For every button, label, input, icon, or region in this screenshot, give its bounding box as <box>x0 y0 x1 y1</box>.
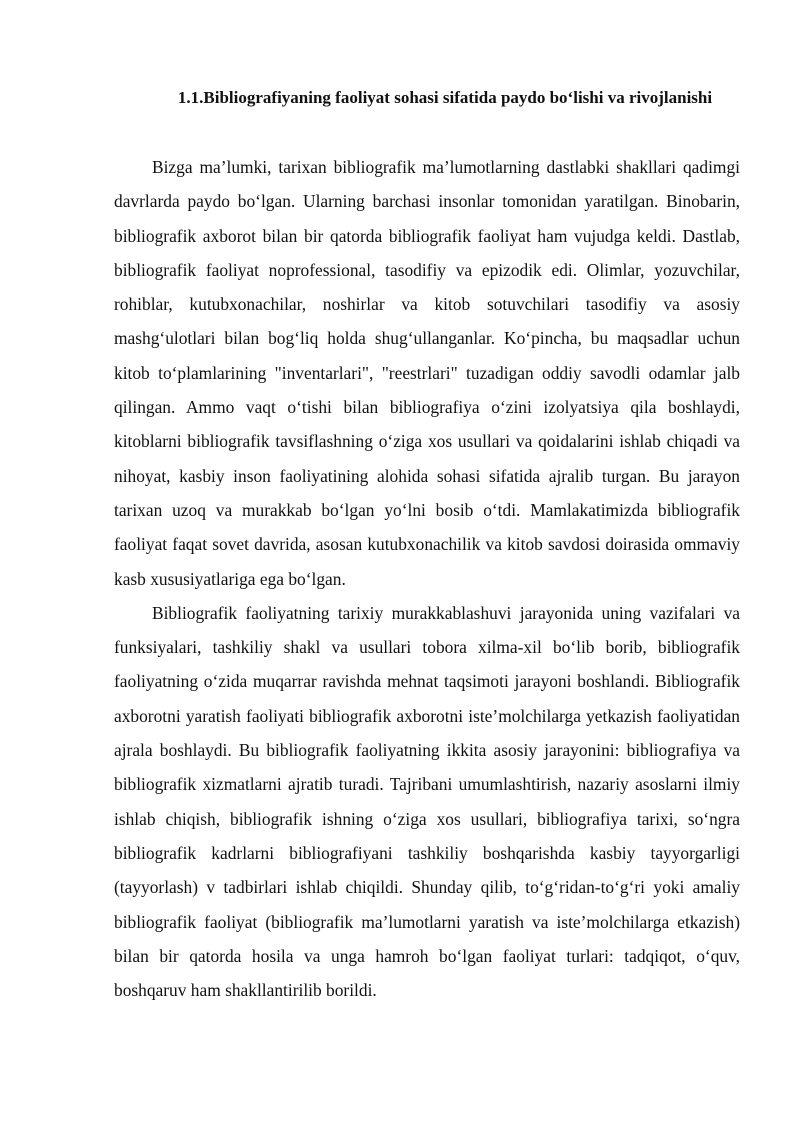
paragraph-1: Bizga ma’lumki, tarixan bibliografik ma’lumotlarning dastlabki shakllari qadimgi davrlarda paydo bo‘lgan. Ularning barchasi insonlar tomonidan yaratilgan. Binobarin, bibliografik axborot bilan bir qatorda bibliografik faoliyat ham vujudga keldi. Dastlab, bibliografik faoliyat noprofessional, tasodifiy va epizodik edi. Olimlar, yozuvchilar, rohiblar, kutubxonachilar, noshirlar va kitob sotuvchilari tasodifiy va asosiy mashg‘ulotlari bilan bog‘liq holda shug‘ullanganlar. Ko‘pincha, bu maqsadlar uchun kitob to‘plamlarining "inventarlari", "reestrlari" tuzadigan oddiy savodli odamlar jalb qilingan. Ammo vaqt o‘tishi bilan bibliografiya o‘zini izolyatsiya qila boshlaydi, kitoblarni bibliografik tavsiflashning o‘ziga xos usullari va qoidalarini ishlab chiqadi va nihoyat, kasbiy inson faoliyatining alohida sohasi sifatida ajralib turgan. Bu jarayon tarixan uzoq va murakkab bo‘lgan yo‘lni bosib o‘tdi. Mamlakatimizda bibliografik faoliyat faqat sovet davrida, asosan kutubxonachilik va kitob savdosi doirasida ommaviy kasb xususiyatlariga ega bo‘lgan. <box>114 157 740 589</box>
paragraph-2: Bibliografik faoliyatning tarixiy murakkablashuvi jarayonida uning vazifalari va funksiyalari, tashkiliy shakl va usullari tobora xilma-xil bo‘lib borib, bibliografik faoliyatning o‘zida muqarrar ravishda mehnat taqsimoti jarayoni boshlandi. Bibliografik axborotni yaratish faoliyati bibliografik axborotni iste’molchilarga yetkazish faoliyatidan ajrala boshlaydi. Bu bibliografik faoliyatning ikkita asosiy jarayonini: bibliografiya va bibliografik xizmatlarni ajratib turadi. Tajribani umumlashtirish, nazariy asoslarni ilmiy ishlab chiqish, bibliografik ishning o‘ziga xos usullari, bibliografiya tarixi, so‘ngra bibliografik kadrlarni bibliografiyani tashkiliy boshqarishda kasbiy tayyorgarligi (tayyorlash) v tadbirlari ishlab chiqildi. Shunday qilib, to‘g‘ridan-to‘g‘ri yoki amaliy bibliografik faoliyat (bibliografik ma’lumotlarni yaratish va iste’molchilarga etkazish) bilan bir qatorda hosila va unga hamroh bo‘lgan faoliyat turlari: tadqiqot, o‘quv, boshqaruv ham shakllantirilib borildi. <box>114 602 740 1001</box>
body-text <box>114 150 740 1007</box>
section-title: 1.1.Bibliografiyaning faoliyat sohasi sifatida paydo bo‘lishi va rivojlanishi <box>177 88 713 108</box>
